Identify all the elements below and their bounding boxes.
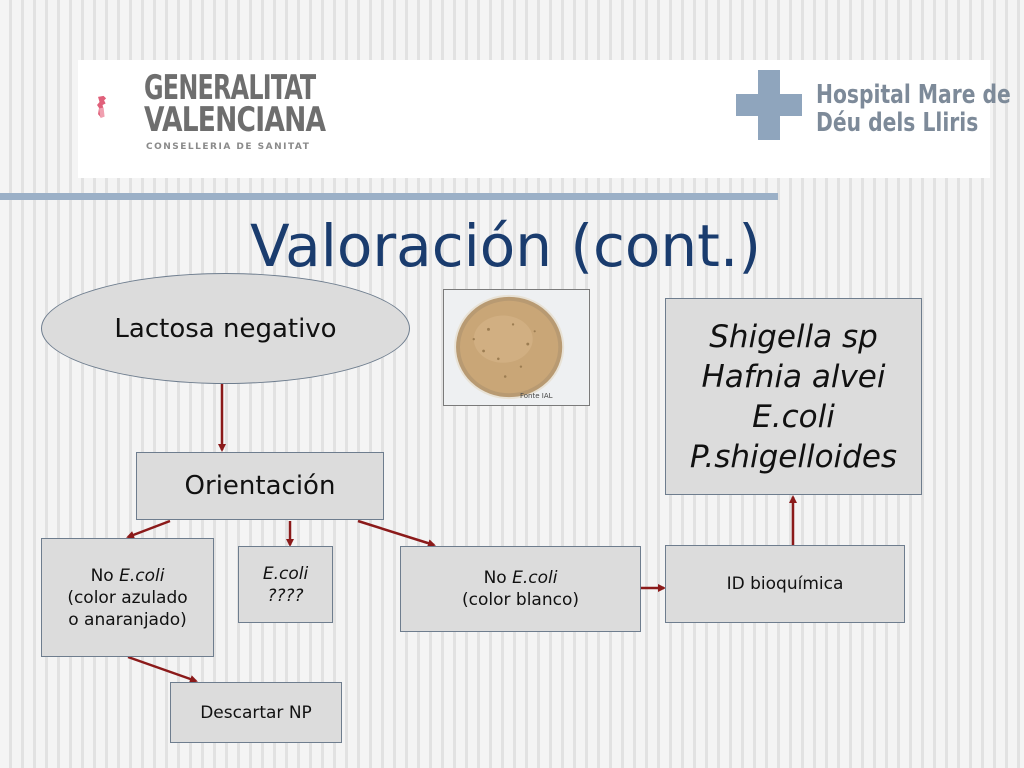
no-ecoli-white-line2: (color blanco) [462,590,579,610]
no-ecoli-orange-line2: (color azulado [67,587,188,608]
petri-photo-caption: Fonte IAL [520,392,553,400]
species-pshigelloides: P.shigelloides [689,438,898,475]
generalitat-line3: CONSELLERIA DE SANITAT [146,142,311,152]
petri-dish-photo [443,289,590,406]
orientation-node [136,452,384,520]
orientation-label: Orientación [184,471,336,501]
ecoli-unknown-line2: ???? [267,586,304,606]
species-ecoli: E.coli [752,398,835,435]
title-rule [0,193,778,200]
arrow-orientation-to-white [358,521,434,545]
id-bioquimica-label: ID bioquímica [726,574,844,594]
no-ecoli-orange-node [41,538,214,657]
lactose-negative-label: Lactosa negativo [114,314,337,344]
slide-title: Valoración (cont.) [250,212,761,280]
arrow-orange-to-descartar [128,657,196,681]
hospital-name-line1: Hospital Mare de [816,80,1011,110]
no-ecoli-white-prefix: No [483,568,513,588]
generalitat-line2: VALENCIANA [144,100,326,140]
id-bioquimica-node [665,545,905,623]
no-ecoli-orange-line3: o anaranjado) [68,609,187,630]
ecoli-unknown-line1: E.coli [262,564,309,584]
result-species-node [665,298,922,495]
petri-dish-icon [444,290,589,405]
no-ecoli-white-italic: E.coli [512,568,558,588]
arrow-orientation-to-orange [128,521,170,537]
species-shigella: Shigella sp [709,318,878,355]
hospital-name-line2: Déu dels Lliris [816,108,979,138]
ecoli-unknown-node [238,546,333,623]
generalitat-line1: GENERALITAT [144,68,316,108]
lactose-negative-node [41,273,410,384]
no-ecoli-white-line1 [484,567,558,589]
no-ecoli-orange-italic: E.coli [119,565,165,586]
no-ecoli-orange-line1 [91,565,165,587]
descartar-np-label: Descartar NP [200,702,312,723]
no-ecoli-orange-prefix: No [90,565,120,586]
no-ecoli-white-node [400,546,641,632]
species-hafnia: Hafnia alvei [701,358,886,395]
generalitat-crest-icon [96,62,144,152]
descartar-np-node [170,682,342,743]
hospital-cross-icon [736,70,802,140]
